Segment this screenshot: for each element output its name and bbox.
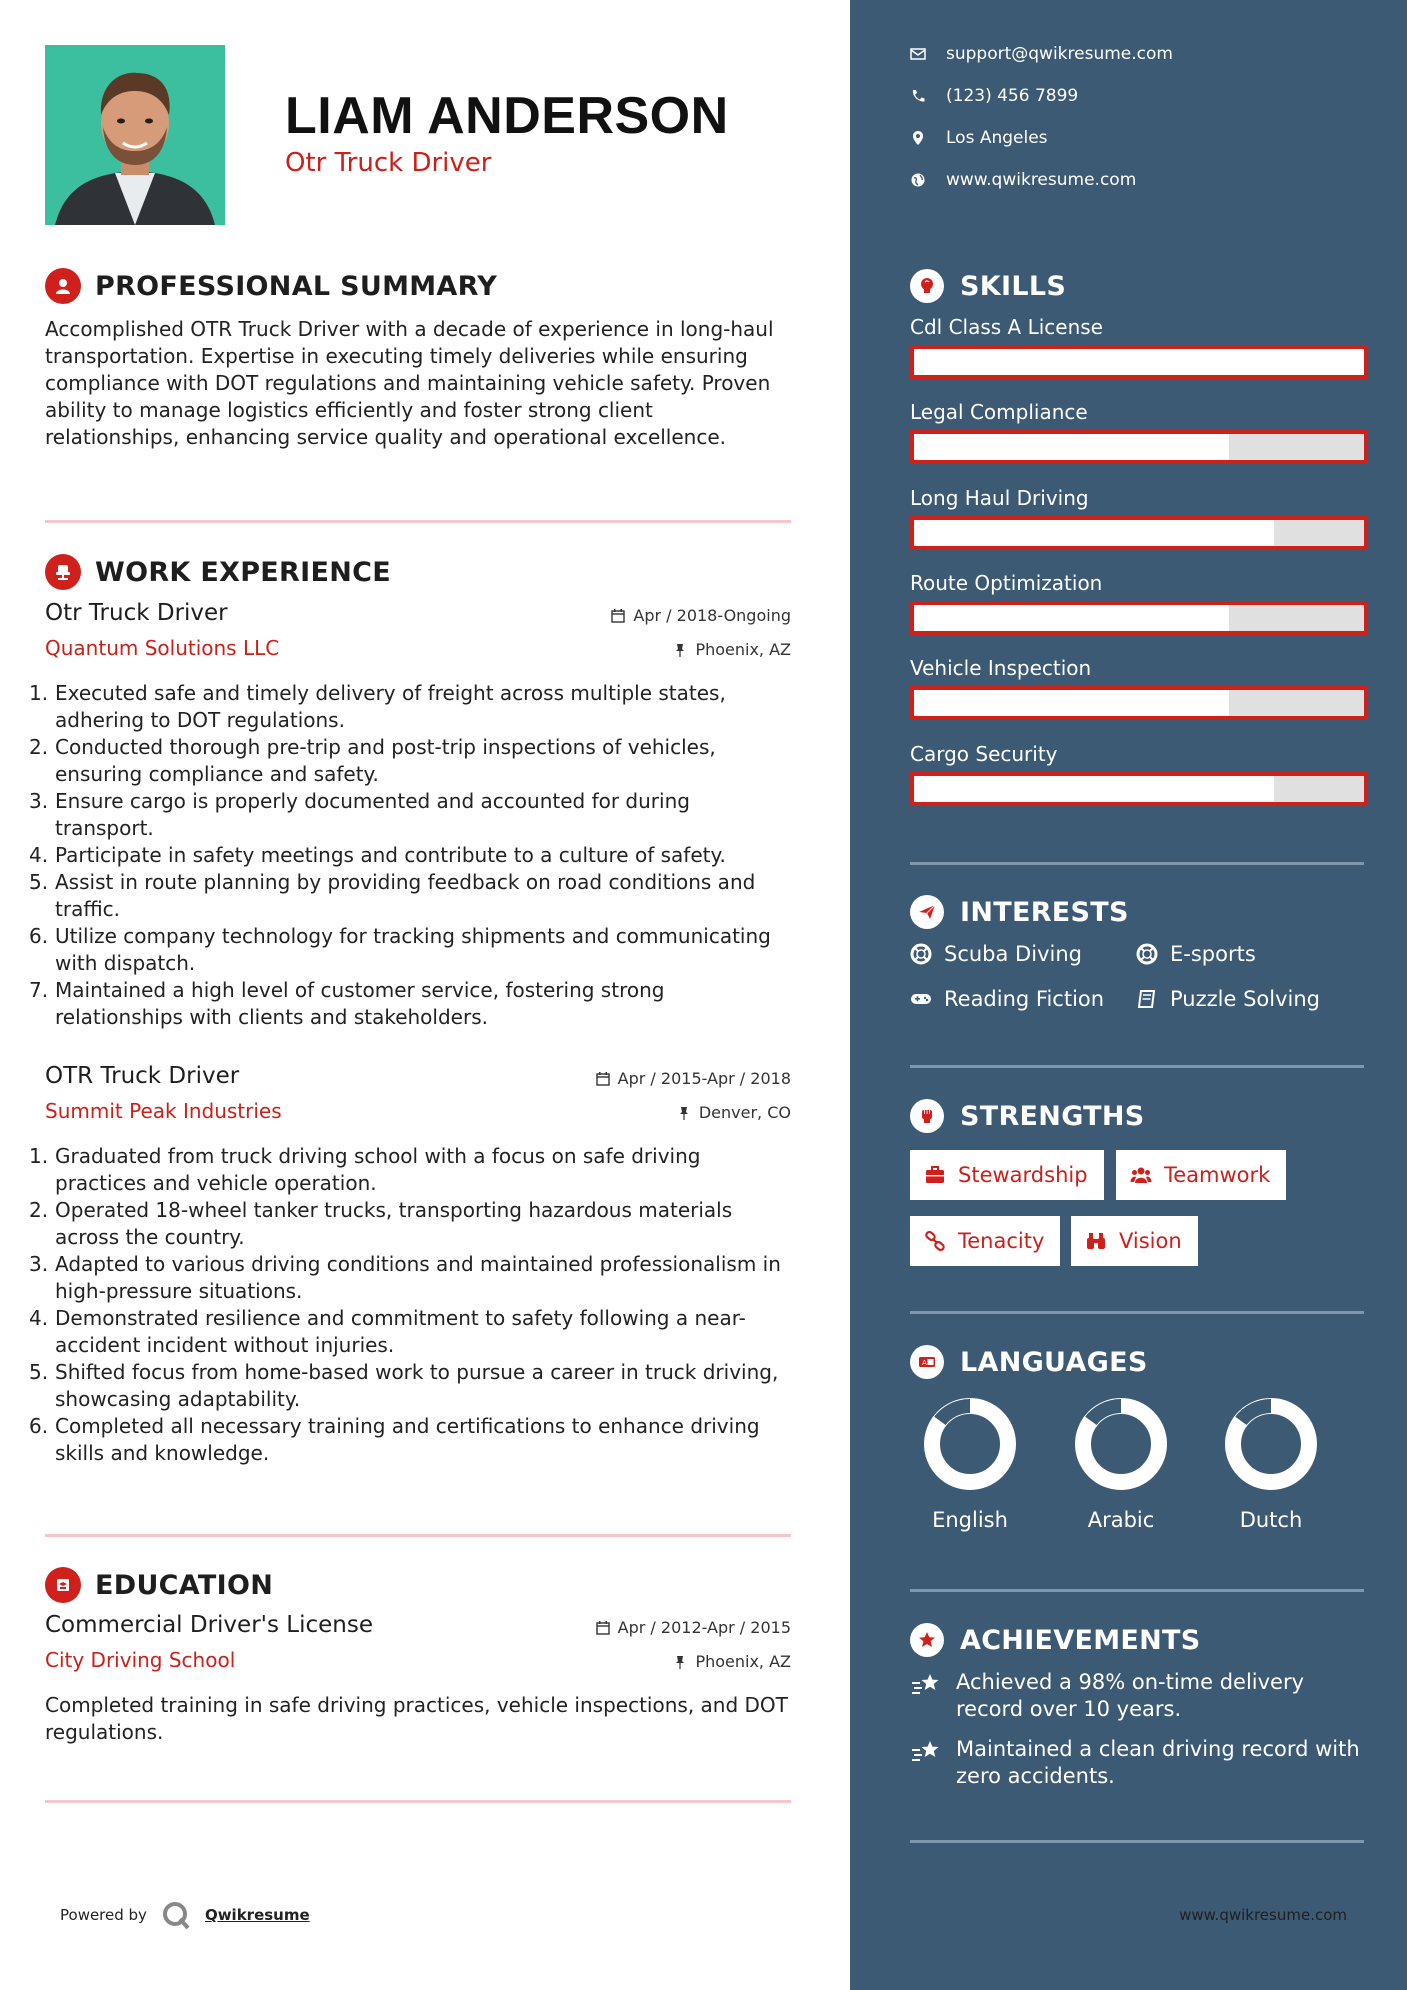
education-dates-text: Apr / 2012-Apr / 2015 [617,1618,791,1637]
skill-item [910,656,1368,720]
language-name: Arabic [1087,1508,1155,1532]
skill-fill [914,776,1274,802]
skill-name: Vehicle Inspection [910,656,1092,680]
skill-name: Legal Compliance [910,400,1088,424]
skill-bar [910,430,1368,464]
skill-fill [914,690,1229,716]
list-item: 5. Shifted focus from home-based work to pursue a career in truck driving, showcasing adaptability. [29,1360,779,1411]
strength-badge [910,1216,1060,1266]
map-marker-icon [910,130,926,146]
job-company: Summit Peak Industries [45,1099,282,1123]
binoculars-icon [1085,1230,1107,1252]
job-location-text: Denver, CO [698,1103,791,1122]
job-dates [611,606,791,625]
language-name: Dutch [1239,1508,1303,1532]
qwikresume-link[interactable]: Qwikresume [204,1906,310,1924]
skill-name: Cdl Class A License [910,315,1103,339]
job-location [673,640,791,659]
job-entry [29,1063,791,1467]
list-item: 1. Executed safe and timely delivery of freight across multiple states, adhering to DOT regulations. [29,681,726,732]
translate-icon [910,1345,944,1379]
skills-header [910,269,1066,303]
strength-badge [910,1150,1104,1200]
education-heading: EDUCATION [95,1569,274,1601]
lightbulb-icon [910,269,944,303]
language-ring [1073,1396,1169,1492]
job-location-text: Phoenix, AZ [695,640,791,659]
strength-label: Teamwork [1164,1163,1271,1187]
language-ring [1223,1396,1319,1492]
candidate-name: LIAM ANDERSON [285,87,729,145]
contact-website[interactable] [910,170,1136,190]
star-badge-icon [910,1623,944,1657]
education-header [45,1567,273,1603]
interest-item [1136,942,1256,966]
language-ring [922,1396,1018,1492]
strength-label: Vision [1119,1229,1182,1253]
section-divider [910,862,1364,865]
skill-name: Long Haul Driving [910,486,1089,510]
achievement-item [910,1669,1370,1723]
link-icon [924,1230,946,1252]
job-title: OTR Truck Driver [45,1063,240,1089]
profile-photo [45,45,225,225]
contact-phone-text: (123) 456 7899 [946,86,1079,106]
interest-label: Reading Fiction [944,987,1105,1011]
list-item: 5. Assist in route planning by providing feedback on road conditions and traffic. [29,870,756,921]
contact-phone[interactable] [910,86,1078,106]
skill-bar [910,686,1368,720]
job-entry [29,600,791,1031]
interests-heading: INTERESTS [960,896,1129,928]
svg-text:A: A [922,1359,927,1367]
skill-fill [914,520,1274,546]
section-divider [910,1840,1364,1843]
candidate-title: Otr Truck Driver [285,148,492,178]
job-title: Otr Truck Driver [45,600,228,626]
users-icon [1130,1164,1152,1186]
skill-item [910,315,1368,379]
strength-label: Stewardship [958,1163,1088,1187]
job-dates [596,1069,791,1088]
education-location-text: Phoenix, AZ [695,1652,791,1671]
achievements-header [910,1623,1201,1657]
languages-heading: LANGUAGES [960,1346,1148,1378]
achievement-item [910,1736,1370,1790]
language-item [910,1396,1030,1532]
list-item: 3. Adapted to various driving conditions and maintained professionalism in high-pressure situations. [29,1252,781,1303]
list-item: 4. Participate in safety meetings and contribute to a culture of safety. [29,843,726,867]
list-item: 6. Completed all necessary training and certifications to enhance driving skills and knowledge. [29,1414,760,1465]
contact-email-text: support@qwikresume.com [946,44,1173,64]
list-item: 3. Ensure cargo is properly documented and accounted for during transport. [29,789,690,840]
interest-item [910,987,1104,1011]
work-header [45,554,391,590]
skill-bar [910,772,1368,806]
fist-icon [910,1099,944,1133]
education-description: Completed training in safe driving practices, vehicle inspections, and DOT regulations. [45,1693,788,1744]
pin-icon [673,1655,687,1669]
list-item: 4. Demonstrated resilience and commitment to safety following a near-accident incident without injuries. [29,1306,746,1357]
education-entry [45,1612,791,1746]
achievements-heading: ACHIEVEMENTS [960,1624,1201,1656]
work-heading: WORK EXPERIENCE [95,556,391,588]
section-divider [910,1311,1364,1314]
profile-portrait-image [45,45,225,225]
contact-website-text: www.qwikresume.com [946,170,1137,190]
calendar-icon [611,609,625,623]
job-company: Quantum Solutions LLC [45,636,280,660]
strength-badge [1116,1150,1286,1200]
calendar-icon [596,1072,610,1086]
shooting-star-icon [910,1671,942,1699]
education-degree: Commercial Driver's License [45,1612,373,1638]
interest-label: E-sports [1170,942,1256,966]
section-divider [45,520,791,523]
skill-item [910,571,1368,635]
shooting-star-icon [910,1738,942,1766]
skill-bar [910,601,1368,635]
user-icon [45,268,81,304]
language-name: English [932,1508,1008,1532]
education-dates [596,1618,791,1637]
summary-header [45,268,497,304]
skill-item [910,400,1368,464]
lifebuoy-icon [910,943,932,965]
skill-bar [910,345,1368,379]
list-item: 2. Operated 18-wheel tanker trucks, transporting hazardous materials across the country. [29,1198,733,1249]
chair-icon [45,554,81,590]
list-item: 6. Utilize company technology for tracking shipments and communicating with dispatch. [29,924,771,975]
skill-item [910,742,1368,806]
job-location [677,1103,791,1122]
section-divider [910,1589,1364,1592]
powered-by-label: Powered by [60,1906,147,1924]
briefcase-icon [924,1164,946,1186]
job-dates-text: Apr / 2015-Apr / 2018 [617,1069,791,1088]
book-icon [1136,988,1158,1010]
skill-item [910,486,1368,550]
achievement-text: Maintained a clean driving record with zero accidents. [956,1737,1360,1788]
footer-website-link[interactable]: www.qwikresume.com [1179,1906,1347,1924]
interest-label: Scuba Diving [944,942,1082,966]
strength-badge [1071,1216,1198,1266]
phone-icon [910,88,926,104]
skill-fill [914,349,1364,375]
skill-name: Cargo Security [910,742,1058,766]
summary-text: Accomplished OTR Truck Driver with a decade of experience in long-haul transportation. Expertise in executing timely deliveries while ensuring compliance with DOT regulations and maintaining vehicle safety. Proven ability to manage logistics efficiently and foster strong client relationships, enhancing service quality and operational excellence. [45,317,774,449]
gamepad-icon [910,988,932,1010]
list-item: 2. Conducted thorough pre-trip and post-trip inspections of vehicles, ensuring compliance and safety. [29,735,716,786]
skill-bar [910,516,1368,550]
skill-name: Route Optimization [910,571,1103,595]
graduation-icon [45,1567,81,1603]
calendar-icon [596,1621,610,1635]
language-item [1211,1396,1331,1532]
section-divider [910,1065,1364,1068]
sidebar [850,0,1407,1990]
pin-icon [677,1106,691,1120]
interests-header [910,895,1129,929]
contact-email[interactable] [910,44,1173,64]
interest-item [1136,987,1320,1011]
strengths-header [910,1099,1145,1133]
list-item: 1. Graduated from truck driving school with a focus on safe driving practices and vehicle operation. [29,1144,701,1195]
strengths-heading: STRENGTHS [960,1100,1145,1132]
globe-icon [910,172,926,188]
list-item: 7. Maintained a high level of customer service, fostering strong relationships with clients and stakeholders. [29,978,665,1029]
contact-location-text: Los Angeles [946,128,1048,148]
language-item [1061,1396,1181,1532]
skills-heading: SKILLS [960,270,1067,302]
envelope-icon [910,46,926,62]
strength-label: Tenacity [958,1229,1045,1253]
job-bullets [29,680,791,1031]
languages-header [910,1345,1148,1379]
qwikresume-logo-icon [161,1900,191,1930]
skill-fill [914,605,1229,631]
education-school: City Driving School [45,1648,236,1672]
contact-location [910,128,1048,148]
achievement-text: Achieved a 98% on-time delivery record over 10 years. [956,1670,1305,1721]
section-divider [45,1534,791,1537]
paper-plane-icon [910,895,944,929]
skill-fill [914,434,1229,460]
pin-icon [673,643,687,657]
interest-label: Puzzle Solving [1170,987,1320,1011]
section-divider [45,1800,791,1803]
education-location [673,1652,791,1671]
interest-item [910,942,1082,966]
job-dates-text: Apr / 2018-Ongoing [633,606,791,625]
powered-by [60,1900,310,1930]
summary-heading: PROFESSIONAL SUMMARY [95,270,498,302]
lifebuoy-icon [1136,943,1158,965]
job-bullets [29,1143,791,1467]
